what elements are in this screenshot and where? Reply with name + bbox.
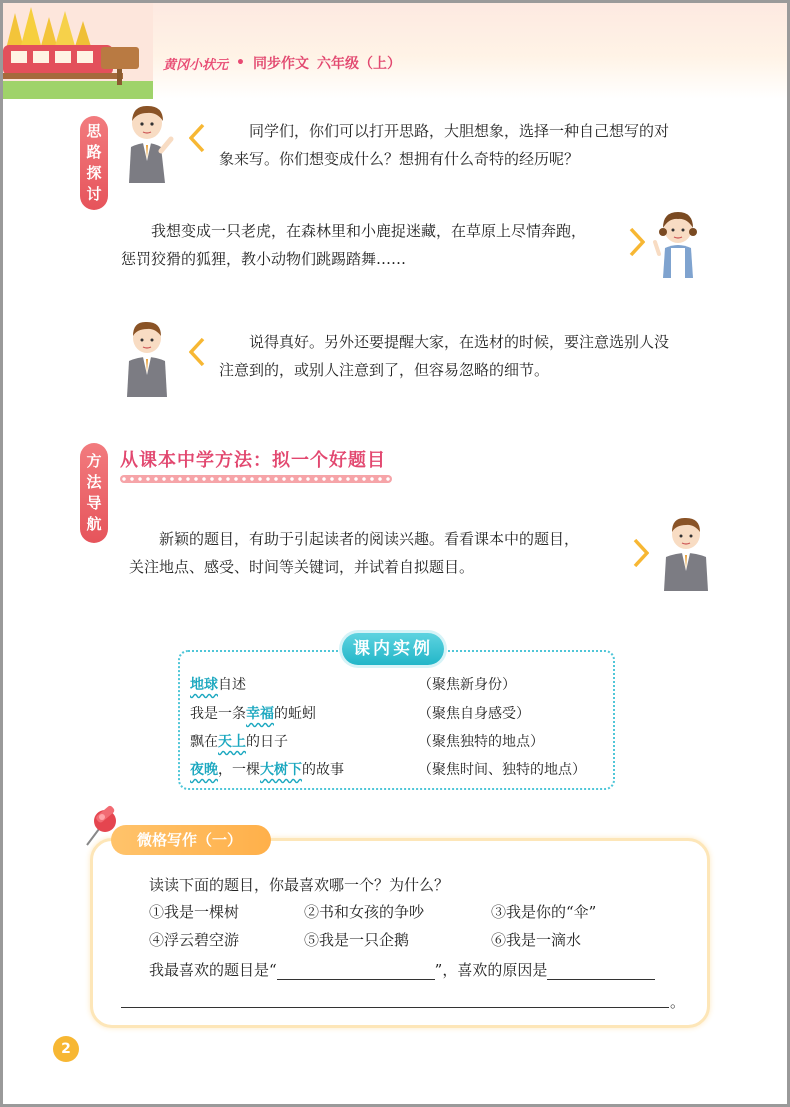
writing-label: 微格写作（一） (111, 825, 271, 855)
method-title: 从课本中学方法：拟一个好题目 (120, 450, 386, 471)
examples-label: 课内实例 (342, 633, 444, 665)
dialog-method: 新颖的题目，有助于引起读者的阅读兴趣。看看课本中的题目， 关注地点、感受、时间等关键词，并试着自拟题目。 (129, 530, 580, 576)
header-title: 黄冈小状元 • 同步作文 六年级（上） (163, 55, 401, 73)
tab-fangfa-daohang: 方 法 导 航 (80, 443, 108, 543)
boy-teacher-icon (119, 319, 175, 399)
reason-blank-line[interactable] (121, 1007, 669, 1008)
brand-logo: 黄冈小状元 (163, 57, 229, 73)
speech-arrow-right-icon (633, 538, 649, 568)
writing-question: 读读下面的题目，你最喜欢哪一个？为什么？ (149, 876, 450, 894)
page: 黄冈小状元 • 同步作文 六年级（上） 思 路 探 讨 同学们，你们可以打开思路，大胆想象，选择一种自己想写的对 象来写。你们想变成什么？想拥有什么奇特的经历呢？ 我想变成一只老虎，在森林里和小鹿捉迷藏，在草原上尽情奔跑， 惩罚狡猾的狐狸，教小动物们跳踢踏舞…… 说得真好。另外还要提醒大家，在选材的时候，要注意选别人没 注意到的，或别人注意到了，但容易忽略的细节。 方 法 导 航 从课本中学方法：拟一个好题目 新颖的题目，有助于引起读者的阅读兴趣。看看课本中的题目， 关注地点、感受、时间等关键词，并试着自拟题目。 课内实例 地球自述 （聚焦新身份） 我是一条幸福的蚯蚓 （聚焦自身感受） 飘在天上的日子 （聚焦独特的地点） 夜晚，一棵大树下的故事 （聚焦时间、独特的地点） 微格写作（一） 读读下面的题目，你最喜欢哪一个？为什么？ ①我是一棵树 ②书和女孩的争吵 ③我是你的“伞” ④浮云碧空游 ⑤我是一只企鹅 ⑥我是一滴水 我最喜欢的题目是“ ”，喜欢的原因是 。 2 (0, 0, 790, 1107)
reason-blank[interactable] (547, 962, 655, 980)
grade-label: 六年级（上） (316, 56, 401, 72)
option-item: ⑤我是一只企鹅 (304, 931, 410, 949)
option-item: ①我是一棵树 (149, 903, 240, 921)
pushpin-icon (81, 803, 121, 849)
dialog-teacher-1: 同学们，你们可以打开思路，大胆想象，选择一种自己想写的对 象来写。你们想变成什么？想拥有什么奇特的经历呢？ (219, 122, 670, 168)
option-item: ④浮云碧空游 (149, 931, 240, 949)
speech-arrow-left-icon (189, 123, 205, 153)
train-scenery-icon (3, 3, 153, 99)
option-item: ⑥我是一滴水 (491, 931, 582, 949)
example-row: 飘在天上的日子 （聚焦独特的地点） (190, 734, 544, 750)
option-item: ②书和女孩的争吵 (304, 903, 425, 921)
example-row: 夜晚，一棵大树下的故事 （聚焦时间、独特的地点） (190, 762, 586, 778)
dialog-student-girl: 我想变成一只老虎，在森林里和小鹿捉迷藏，在草原上尽情奔跑， 惩罚狡猾的狐狸，教小动物们跳踢踏舞…… (121, 222, 587, 268)
option-item: ③我是你的“伞” (491, 903, 597, 921)
page-number: 2 (53, 1036, 79, 1062)
favorite-line: 我最喜欢的题目是“ ”，喜欢的原因是 (149, 959, 655, 980)
series-name: 同步作文 (252, 56, 309, 72)
favorite-title-blank[interactable] (277, 962, 435, 980)
speech-arrow-right-icon (629, 227, 645, 257)
girl-student-icon (653, 208, 703, 280)
tab-silu-tantao: 思 路 探 讨 (80, 116, 108, 210)
example-row: 我是一条幸福的蚯蚓 （聚焦自身感受） (190, 706, 530, 722)
dotted-divider (120, 475, 392, 483)
options-row (149, 901, 596, 922)
boy-teacher-icon (121, 103, 177, 187)
speech-arrow-left-icon (189, 337, 205, 367)
page-header (3, 3, 787, 99)
example-row: 地球自述 （聚焦新身份） (190, 677, 516, 693)
options-row (149, 929, 581, 950)
dialog-teacher-2: 说得真好。另外还要提醒大家，在选材的时候，要注意选别人没 注意到的，或别人注意到了，但容易忽略的细节。 (219, 333, 670, 379)
boy-teacher-icon (658, 515, 714, 593)
